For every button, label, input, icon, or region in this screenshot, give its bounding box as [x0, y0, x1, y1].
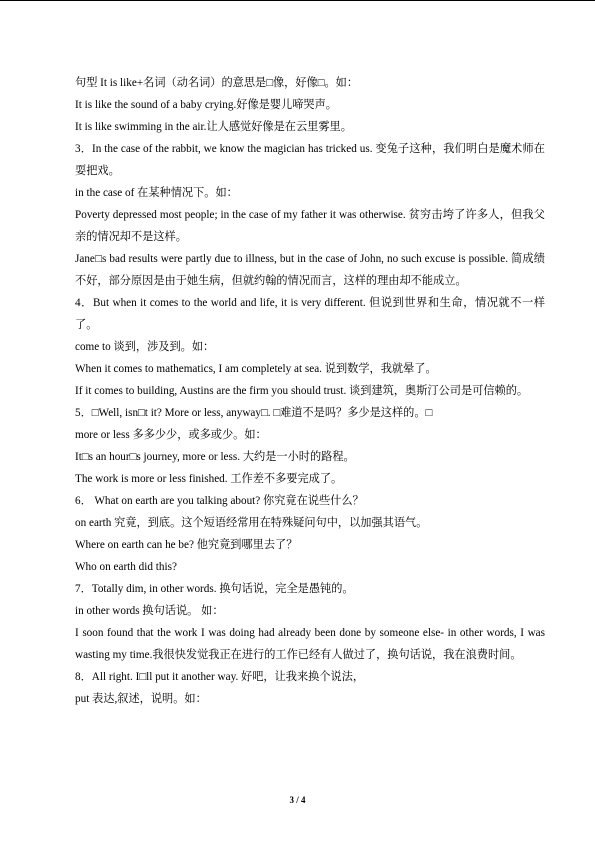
text-line: Jane□s bad results were partly due to illness, but in the case of John, no such excuse is possible. 简成绩不好，部分原因是由于她生病，但就约翰的情况而言，这样的理由却不能成立。 — [75, 253, 545, 287]
text-line: 4．But when it comes to the world and life, it is very different. 但说到世界和生命，情况就不一样了。 — [75, 297, 545, 331]
text-line: When it comes to mathematics, I am completely at sea. 说到数学，我就晕了。 — [75, 363, 437, 375]
text-line: come to 谈到，涉及到。如： — [75, 341, 215, 353]
text-line: on earth 究竟，到底。这个短语经常用在特殊疑问句中，以加强其语气。 — [75, 517, 428, 529]
top-border-rule — [0, 0, 595, 1]
text-line: Who on earth did this? — [75, 561, 177, 573]
text-line: It is like swimming in the air.让人感觉好像是在云里雾里。 — [75, 121, 352, 133]
text-line: in other words 换句话说。 如： — [75, 605, 224, 617]
text-line: I soon found that the work I was doing had already been done by someone else- in other words, I was wasting my time.我很快发觉我正在进行的工作已经有人做过了，换句话说，我在浪费时间。 — [75, 627, 545, 661]
text-line: 8．All right. I□ll put it another way. 好吧，让我来换个说法， — [75, 671, 365, 683]
text-line: 3．In the case of the rabbit, we know the magician has tricked us. 变兔子这种，我们明白是魔术师在耍把戏。 — [75, 143, 545, 177]
text-line: in the case of 在某种情况下。如： — [75, 187, 238, 199]
text-line: more or less 多多少少，或多或少。如： — [75, 429, 267, 441]
text-line: 6． What on earth are you talking about? 你究竟在说些什么？ — [75, 495, 364, 507]
page-number: 3 / 4 — [289, 795, 306, 805]
text-line: Poverty depressed most people; in the case of my father it was otherwise. 贫穷击垮了许多人，但我父亲的情况却不是这样。 — [75, 209, 545, 243]
text-line: It□s an hour□s journey, more or less. 大约是一小时的路程。 — [75, 451, 355, 463]
text-line: 句型 It is like+名词（动名词）的意思是□像，好像□。如： — [75, 77, 359, 89]
text-line: 5．□Well, isn□t it? More or less, anyway□. □难道不是吗？多少是这样的。□ — [75, 407, 433, 419]
document-body — [75, 72, 545, 710]
text-line: Where on earth can he be? 他究竟到哪里去了？ — [75, 539, 298, 551]
text-line: put 表达,叙述，说明。如： — [75, 693, 207, 705]
text-line: If it comes to building, Austins are the firm you should trust. 谈到建筑，奥斯汀公司是可信赖的。 — [75, 385, 529, 397]
text-line: It is like the sound of a baby crying.好像是婴儿啼哭声。 — [75, 99, 337, 111]
text-line: 7．Totally dim, in other words. 换句话说，完全是愚钝的。 — [75, 583, 354, 595]
text-line: The work is more or less finished. 工作差不多要完成了。 — [75, 473, 343, 485]
